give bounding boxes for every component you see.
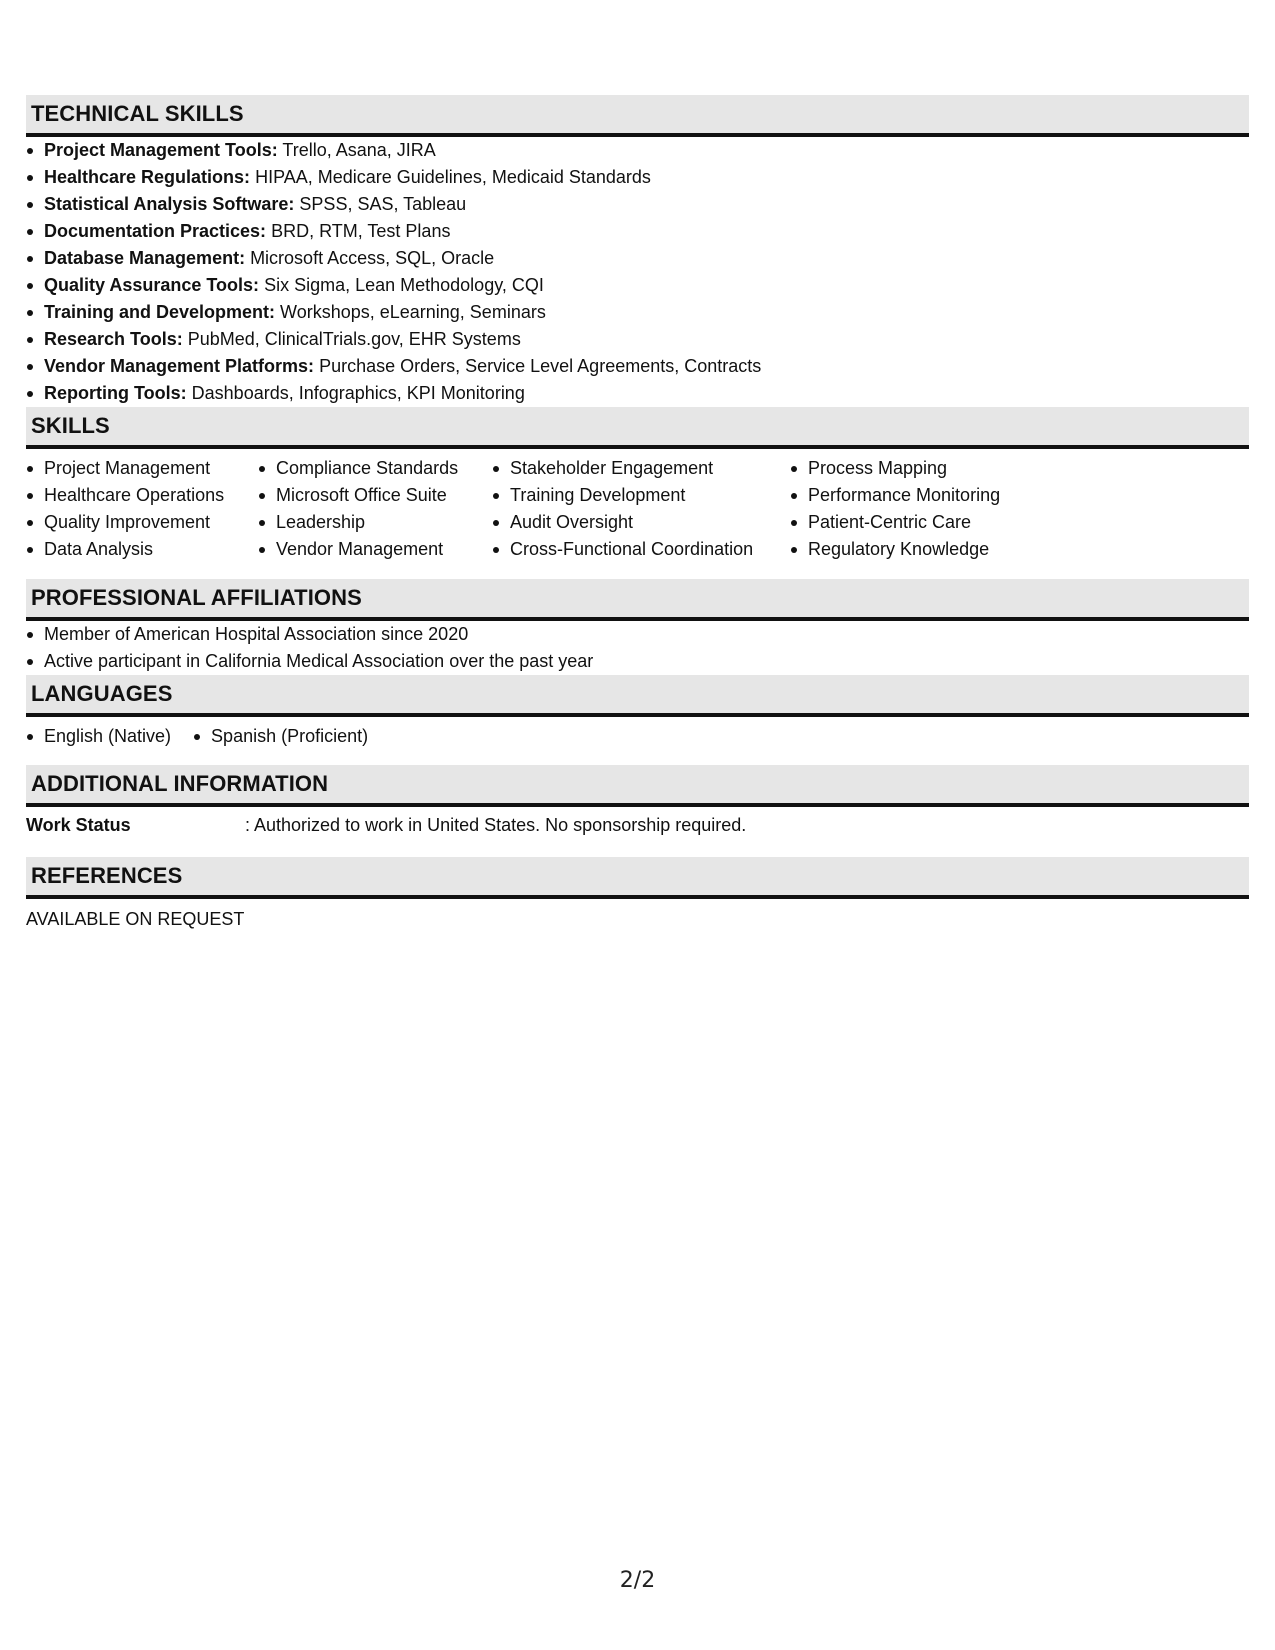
work-status-row	[26, 812, 1249, 839]
list-item: Member of American Hospital Association since 2020	[26, 621, 1249, 648]
skill-value: Workshops, eLearning, Seminars	[275, 302, 546, 322]
skill-value: BRD, RTM, Test Plans	[266, 221, 451, 241]
skill-label: Project Management Tools:	[44, 140, 278, 160]
list-item: Performance Monitoring	[790, 482, 1090, 509]
languages-header: LANGUAGES	[26, 675, 1249, 717]
list-item	[26, 326, 1249, 353]
list-item: Audit Oversight	[492, 509, 790, 536]
list-item: Stakeholder Engagement	[492, 455, 790, 482]
language-item-group	[26, 723, 193, 750]
list-item: Cross-Functional Coordination	[492, 536, 790, 563]
skill-label: Training and Development:	[44, 302, 276, 322]
skills-column	[26, 455, 258, 563]
skill-value: PubMed, ClinicalTrials.gov, EHR Systems	[182, 329, 521, 349]
work-status-value: : Authorized to work in United States. No sponsorship required.	[245, 815, 747, 835]
language-item-group	[193, 723, 390, 750]
list-item: Data Analysis	[26, 536, 258, 563]
list-item: Regulatory Knowledge	[790, 536, 1090, 563]
skills-column	[790, 455, 1090, 563]
list-item: Project Management	[26, 455, 258, 482]
languages-list	[26, 723, 1249, 750]
list-item	[26, 299, 1249, 326]
technical-skills-header: TECHNICAL SKILLS	[26, 95, 1249, 137]
skills-header: SKILLS	[26, 407, 1249, 449]
skill-label: Healthcare Regulations:	[44, 167, 251, 187]
skills-column	[492, 455, 790, 563]
affiliations-header: PROFESSIONAL AFFILIATIONS	[26, 579, 1249, 621]
list-item	[26, 191, 1249, 218]
skill-label: Quality Assurance Tools:	[44, 275, 260, 295]
skill-value: Trello, Asana, JIRA	[277, 140, 436, 160]
technical-skills-list	[26, 137, 1249, 407]
list-item: Process Mapping	[790, 455, 1090, 482]
skill-value: HIPAA, Medicare Guidelines, Medicaid Standards	[250, 167, 651, 187]
affiliations-list	[26, 621, 1249, 675]
list-item: Vendor Management	[258, 536, 492, 563]
skills-column	[258, 455, 492, 563]
list-item	[26, 245, 1249, 272]
skill-value: Six Sigma, Lean Methodology, CQI	[259, 275, 544, 295]
skills-grid	[26, 455, 1249, 563]
skill-label: Statistical Analysis Software:	[44, 194, 295, 214]
skill-value: Purchase Orders, Service Level Agreements, Contracts	[314, 356, 762, 376]
list-item: Training Development	[492, 482, 790, 509]
list-item: Healthcare Operations	[26, 482, 258, 509]
page-number: 2/2	[619, 1568, 656, 1593]
skill-label: Vendor Management Platforms:	[44, 356, 315, 376]
list-item: Microsoft Office Suite	[258, 482, 492, 509]
references-header: REFERENCES	[26, 857, 1249, 899]
list-item	[26, 164, 1249, 191]
list-item: Leadership	[258, 509, 492, 536]
list-item	[26, 218, 1249, 245]
skill-label: Documentation Practices:	[44, 221, 267, 241]
list-item	[26, 137, 1249, 164]
additional-info-header: ADDITIONAL INFORMATION	[26, 765, 1249, 807]
list-item	[26, 272, 1249, 299]
list-item: Compliance Standards	[258, 455, 492, 482]
list-item	[26, 380, 1249, 407]
skill-value: SPSS, SAS, Tableau	[294, 194, 467, 214]
list-item: Active participant in California Medical Association over the past year	[26, 648, 1249, 675]
work-status-label: Work Status	[26, 815, 131, 835]
skill-label: Research Tools:	[44, 329, 183, 349]
list-item	[26, 353, 1249, 380]
skill-value: Dashboards, Infographics, KPI Monitoring	[186, 383, 525, 403]
skill-value: Microsoft Access, SQL, Oracle	[245, 248, 495, 268]
list-item: Patient-Centric Care	[790, 509, 1090, 536]
references-text: AVAILABLE ON REQUEST	[26, 909, 245, 929]
skill-label: Reporting Tools:	[44, 383, 187, 403]
skill-label: Database Management:	[44, 248, 246, 268]
list-item: Spanish (Proficient)	[193, 723, 368, 750]
list-item: Quality Improvement	[26, 509, 258, 536]
list-item: English (Native)	[26, 723, 171, 750]
resume-page	[26, 95, 1249, 933]
